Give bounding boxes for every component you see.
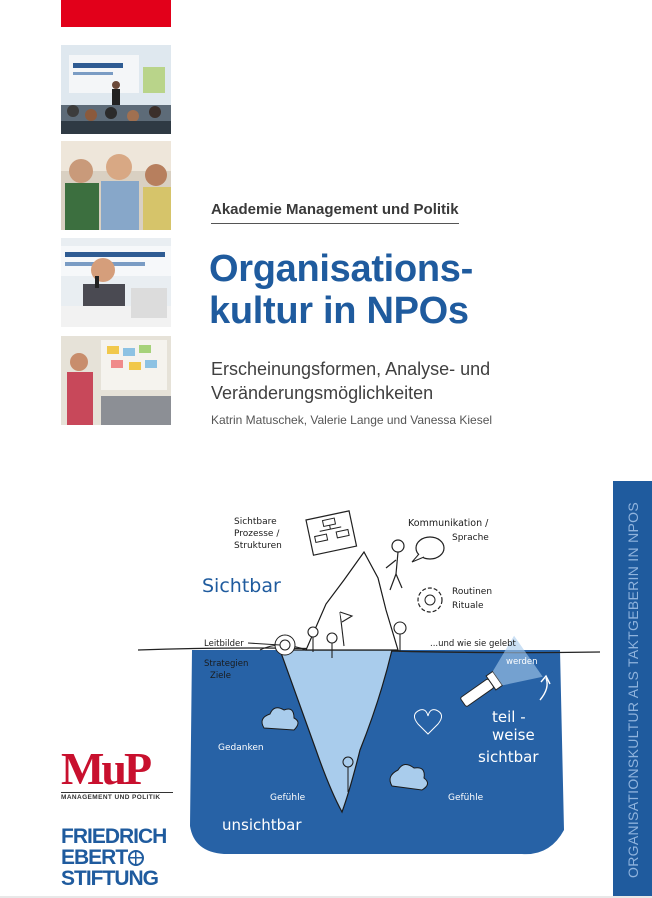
label-sichtbare: Sichtbare: [234, 517, 277, 527]
label-gefuehle-1: Gefühle: [270, 793, 306, 803]
label-sichtbar: Sichtbar: [202, 575, 281, 597]
speech-bubble-icon: [412, 537, 444, 562]
label-kommunikation: Kommunikation /: [408, 518, 489, 529]
fes-line-3: STIFTUNG: [61, 867, 158, 890]
mup-logo-subtitle: MANAGEMENT UND POLITIK: [61, 792, 173, 801]
label-sprache: Sprache: [452, 533, 489, 543]
mup-logo: [61, 743, 173, 804]
side-band-text: ORGANISATIONSKULTUR ALS TAKTGEBERIN IN NPOS: [624, 501, 641, 878]
iceberg-illustration: [130, 500, 600, 860]
label-werden: werden: [506, 657, 538, 667]
photo-conference-stage: [61, 45, 171, 134]
page-title: [209, 248, 473, 332]
label-unsichtbar: unsichtbar: [222, 816, 302, 834]
label-routinen: Routinen: [452, 587, 493, 597]
label-strategien: Strategien: [204, 659, 249, 669]
subtitle-line-1: Erscheinungsformen, Analyse- und: [211, 359, 491, 379]
subtitle-line-2: Veränderungsmöglichkeiten: [211, 383, 434, 403]
fes-logo: [61, 826, 166, 889]
iceberg-tip: [306, 552, 398, 650]
title-line-1: Organisations-: [209, 248, 473, 290]
flowchart-icon: [306, 511, 357, 555]
side-band: [613, 481, 652, 898]
label-teil: teil -: [492, 708, 526, 726]
gear-icon: [418, 588, 442, 612]
label-leitbilder: Leitbilder: [204, 639, 244, 649]
globe-icon: [128, 850, 144, 866]
label-gefuehle-2: Gefühle: [448, 793, 484, 803]
mup-logo-letters: MuP: [61, 743, 150, 794]
fes-line-1: FRIEDRICH: [61, 825, 167, 848]
label-sichtbar-partly: sichtbar: [478, 748, 539, 766]
photo-workshop-pinboard: [61, 336, 171, 425]
photo-group-discussion: [61, 141, 171, 230]
label-prozesse: Prozesse /: [234, 529, 280, 539]
climber-figure-icon: [386, 540, 404, 590]
fes-line-2-text: EBERT: [61, 846, 128, 869]
label-rituale: Rituale: [452, 601, 484, 611]
label-ziele: Ziele: [210, 671, 232, 681]
fes-line-2: [61, 847, 166, 868]
title-line-2: kultur in NPOs: [209, 290, 469, 332]
red-header-tab: [61, 0, 171, 27]
label-strukturen: Strukturen: [234, 541, 282, 551]
photo-speaker-microphone: [61, 238, 171, 327]
series-title: Akademie Management und Politik: [211, 201, 459, 224]
authors: Katrin Matuschek, Valerie Lange und Vanessa Kiesel: [211, 413, 493, 427]
label-und-wie-sie-gelebt: ...und wie sie gelebt: [430, 639, 516, 649]
label-weise: weise: [492, 726, 535, 744]
label-gedanken: Gedanken: [218, 743, 264, 753]
subtitle: [211, 357, 490, 405]
